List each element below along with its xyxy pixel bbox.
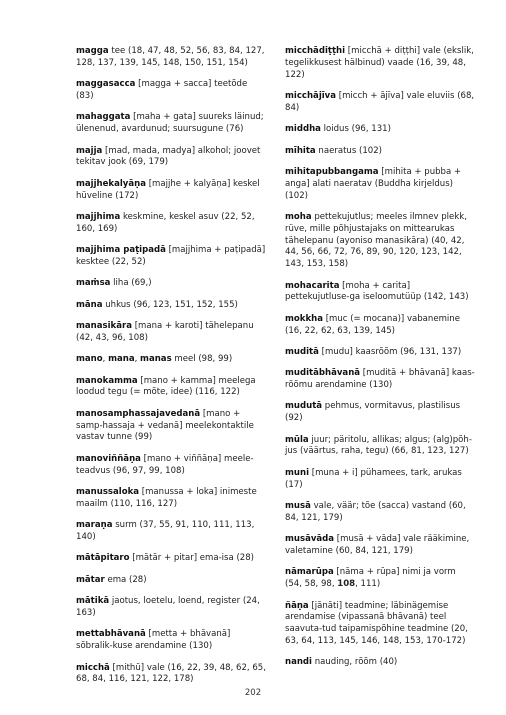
- entry-manasikara: [76, 321, 266, 345]
- headword: micchādiṭṭhi: [285, 46, 346, 56]
- headword: manoviññāṇa: [76, 453, 141, 464]
- definition: [majjhe + kalyāṇa] keskel hüveline (172): [76, 178, 260, 201]
- definition: vale, väär; tõe (sacca) vastand (60, 84, 121, 179): [285, 501, 466, 523]
- headword: musā: [285, 501, 311, 512]
- entry-magga: [76, 46, 266, 70]
- definition: [majjhima + paṭipadā] kesktee (22, 52): [76, 245, 266, 267]
- entry-mihita: [285, 146, 475, 158]
- definition: [maha + gata] suureks läinud; ülenenud, avardunud; suursugune (76): [76, 112, 264, 135]
- definition: [manussa + loka] inimeste maailm (110, 116, 127): [76, 487, 257, 509]
- headword: maraṇa: [76, 520, 113, 531]
- headword: mana: [108, 354, 135, 365]
- definition: [nāma + rūpa] nimi ja vorm (54, 58, 98,: [285, 567, 456, 590]
- definition: naeratus (102): [315, 145, 383, 156]
- definition: surm (37, 55, 91, 110, 111, 113, 140): [76, 520, 255, 543]
- entry-mahaggata: [76, 112, 266, 136]
- entry-marana: [76, 520, 266, 544]
- definition: [micchā + diṭṭhi] vale (ekslik, tegelikkusest hälbinud) vaade (16, 39, 48, 122): [285, 46, 474, 80]
- definition: [mano + kamma] meelega loodud tegu (= mõte, idee) (116, 122): [76, 375, 256, 398]
- definition: keskmine, keskel asuv (22, 52, 160, 169): [76, 211, 255, 234]
- definition: juur; päritolu, allikas; algus; (alg)põh-jus (väärtus, raha, tegu) (66, 81, 123, 127): [285, 434, 472, 457]
- definition: [mātār + pitar] ema-isa (28): [129, 553, 255, 564]
- headword: mīhita: [285, 145, 316, 156]
- headword: mātāpitaro: [76, 553, 130, 564]
- definition: [muc (= mocana)] vabanemine (16, 22, 62, 63, 139, 145): [285, 313, 460, 336]
- entry-mudita: [285, 347, 475, 359]
- headword: muni: [285, 467, 310, 478]
- entry-matar: [76, 575, 266, 587]
- headword: mahaggata: [76, 112, 131, 123]
- definition: loidus (96, 131): [320, 124, 391, 135]
- headword: mudutā: [285, 401, 323, 412]
- headword: manas: [140, 354, 172, 365]
- right-column: [285, 46, 475, 679]
- entry-namarupa: [285, 567, 475, 591]
- entry-manussaloka: [76, 487, 266, 511]
- headword: manokamma: [76, 375, 138, 386]
- entry-miccha: [76, 663, 266, 687]
- entry-musa: [285, 501, 475, 525]
- headword: middha: [285, 124, 321, 135]
- headword: majjhima paṭipadā: [76, 245, 166, 256]
- definition: [moha + carita] pettekujutluse-ga iseloomutüüp (142, 143): [285, 280, 469, 303]
- definition: [mano + viññāṇa] meele-teadvus (96, 97, 99, 108): [76, 453, 254, 476]
- definition: [micch + ājīva] vale eluviis (68, 84): [285, 90, 475, 113]
- entry-mokkha: [285, 314, 475, 338]
- definition: ema (28): [104, 574, 147, 585]
- separator: ,: [134, 354, 141, 365]
- page-number: 202: [244, 688, 262, 698]
- entry-nandi: [285, 657, 475, 669]
- headword: manasikāra: [76, 321, 132, 332]
- definition: [mano + samp-hassaja + vedanā] meelekontaktile vastav tunne (99): [76, 408, 254, 443]
- definition: meel (98, 99): [171, 354, 233, 365]
- headword: manosamphassajavedanā: [76, 408, 201, 419]
- headword: muditā: [285, 346, 319, 357]
- definition: [mana + karoti] tähelepanu (42, 43, 96, 108): [76, 321, 254, 343]
- headword: musāvāda: [285, 534, 335, 545]
- entry-manosamphassajavedana: [76, 409, 266, 444]
- headword: mettabhāvanā: [76, 629, 146, 640]
- definition: [metta + bhāvanā] sõbralik-kuse arendamine (130): [76, 629, 231, 652]
- definition: tee (18, 47, 48, 52, 56, 83, 84, 127, 128, 137, 139, 145, 148, 150, 151, 154): [76, 46, 265, 68]
- headword: manussaloka: [76, 487, 140, 498]
- headword: ñāṇa: [285, 600, 309, 611]
- entry-maggasacca: [76, 79, 266, 103]
- bold-page-ref: 108: [337, 579, 356, 590]
- headword: majjhima: [76, 211, 121, 222]
- headword: moha: [285, 211, 312, 222]
- definition: [muditā + bhāvanā] kaas-rõõmu arendamine (130): [285, 368, 475, 391]
- headword: mihitapubbangama: [285, 166, 379, 177]
- headword: micchājīva: [285, 90, 337, 101]
- entry-mettabhavana: [76, 629, 266, 653]
- entry-mihitapubbangama: [285, 167, 475, 202]
- definition: [mithū] vale (16, 22, 39, 48, 62, 65, 68, 84, 116, 121, 122, 178): [76, 662, 266, 685]
- headword: maggasacca: [76, 79, 136, 90]
- entry-moha: [285, 212, 475, 271]
- entry-nana: [285, 601, 475, 648]
- entry-muditabhavana: [285, 368, 475, 392]
- headword: majja: [76, 145, 103, 156]
- headword: mātar: [76, 574, 105, 585]
- headword: mano: [76, 354, 103, 365]
- headword: magga: [76, 46, 109, 56]
- entry-muduta: [285, 401, 475, 425]
- headword: nāmarūpa: [285, 567, 334, 578]
- headword: mokkha: [285, 313, 323, 324]
- entry-mohacarita: [285, 281, 475, 305]
- definition: [jānāti] teadmine; läbinägemise arendamise (vipassanā bhāvanā) teel saavuta-tud taipamispõhine teadmine (20, 63, 64, 113, 145, 146, 148, 153, 170-172): [285, 600, 468, 646]
- entry-matika: [76, 596, 266, 620]
- definition: [magga + sacca] teetõde (83): [76, 79, 248, 101]
- entry-mamsa: [76, 278, 266, 290]
- entry-majjhima-patipada: [76, 245, 266, 269]
- definition: [mudu] kaasrõõm (96, 131, 137): [318, 346, 462, 357]
- entry-mana: [76, 300, 266, 312]
- definition: jaotus, loetelu, loend, register (24, 163): [76, 596, 260, 618]
- headword: māna: [76, 299, 103, 310]
- entry-middha: [285, 124, 475, 136]
- headword: nandi: [285, 657, 312, 668]
- definition: [mad, mada, madya] alkohol; joovet tekitav jook (69, 179): [76, 145, 261, 168]
- headword: maṁsa: [76, 278, 111, 289]
- definition: pettekujutlus; meeles ilmnev plekk, rüve, mille põhjustajaks on mittearukas tähelepanu (ayoniso manasikāra) (40, 42, 44, 56, 66, 72, 76, 89, 90, 120, 123, 142, 143, 153, 158): [285, 211, 467, 270]
- headword: mohacarita: [285, 280, 340, 291]
- entry-mano: [76, 354, 266, 366]
- entry-micchajiva: [285, 91, 475, 115]
- definition: liha (69,): [110, 278, 152, 289]
- left-column: [76, 46, 266, 696]
- entry-manokamma: [76, 376, 266, 400]
- separator: ,: [102, 354, 109, 365]
- entry-majjhima: [76, 212, 266, 236]
- definition: [mihita + pubba + anga] alati naeratav (Buddha kirjeldus) (102): [285, 166, 462, 201]
- entry-mula: [285, 435, 475, 459]
- entry-musavada: [285, 534, 475, 558]
- headword: muditābhāvanā: [285, 368, 361, 379]
- entry-majja: [76, 146, 266, 170]
- headword: micchā: [76, 662, 110, 673]
- definition: nauding, rõõm (40): [312, 657, 398, 668]
- entry-manovinnana: [76, 454, 266, 478]
- definition: pehmus, vormitavus, plastilisus (92): [285, 401, 461, 424]
- entry-micchaditthi: [285, 46, 475, 81]
- headword: mātikā: [76, 596, 110, 607]
- definition: [muna + i] pühamees, tark, arukas (17): [285, 467, 462, 490]
- entry-majjhekalyana: [76, 179, 266, 203]
- definition-tail: , 111): [355, 579, 381, 590]
- definition: uhkus (96, 123, 151, 152, 155): [102, 299, 238, 310]
- definition: [musā + vāda] vale rääkimine, valetamine (60, 84, 121, 179): [285, 534, 470, 557]
- entry-muni: [285, 468, 475, 492]
- headword: majjhekalyāṇa: [76, 178, 146, 189]
- entry-matapitaro: [76, 553, 266, 565]
- headword: mūla: [285, 434, 309, 445]
